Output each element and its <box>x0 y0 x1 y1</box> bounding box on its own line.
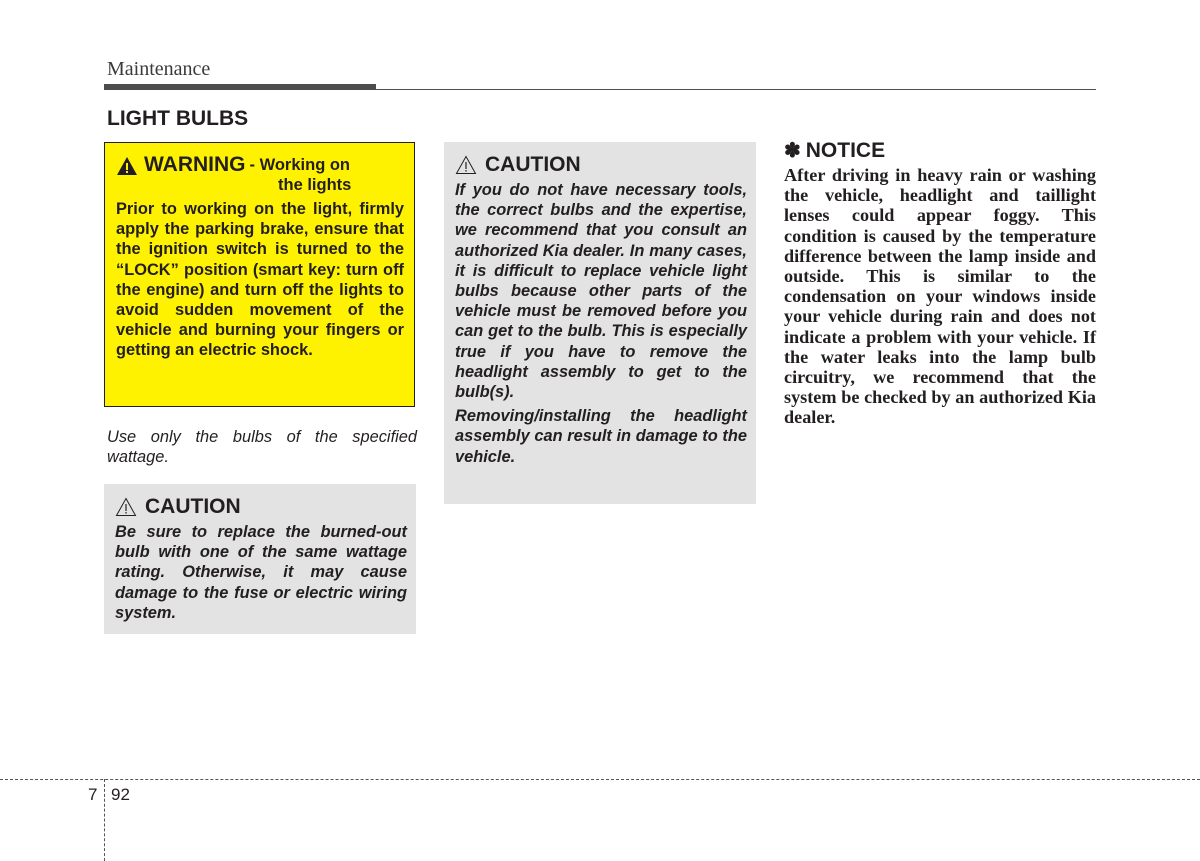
notice-asterisk-icon: ✽ <box>784 140 801 162</box>
chapter-number: 7 <box>88 785 98 804</box>
caution-label: CAUTION <box>485 153 581 176</box>
caution-body-1: If you do not have necessary tools, the correct bulbs and the expertise, we recommend that you consult an authorized Kia dealer. In many cases, it is difficult to replace vehicle light bulbs because other parts of the vehicle must be removed before you can get to the bulb. This is especially true if you have to remove the headlight assembly to get to the bulb(s). <box>455 181 747 402</box>
header-rule-thick <box>104 84 376 90</box>
page-title: LIGHT BULBS <box>107 107 249 130</box>
warning-subtitle-line1: - Working on <box>249 156 351 174</box>
warning-subtitle-line2: the lights <box>278 176 352 194</box>
notice-section <box>784 138 1096 428</box>
caution-label: CAUTION <box>145 495 241 518</box>
notice-label: NOTICE <box>805 139 886 162</box>
footer-vertical-divider <box>104 779 105 861</box>
wattage-note: Use only the bulbs of the specified wattage. <box>107 428 417 467</box>
warning-body: Prior to working on the light, firmly apply the parking brake, ensure that the ignition switch is turned to the “LOCK” position (smart key: turn off the engine) and turn off the lights to avoid sudden movement of the vehicle and burning your fingers or getting an electric shock. <box>116 200 404 360</box>
warning-header <box>116 153 404 177</box>
caution-triangle-icon <box>455 155 477 175</box>
notice-header <box>784 138 1096 164</box>
caution-box-bulb <box>104 484 416 634</box>
caution-box-tools <box>444 142 756 504</box>
header-section-label: Maintenance <box>107 58 211 80</box>
page-number: 92 <box>111 785 130 804</box>
caution-triangle-icon <box>115 497 137 517</box>
footer-divider <box>0 779 1200 780</box>
caution-header <box>455 152 747 178</box>
warning-box <box>104 142 415 407</box>
warning-label: WARNING <box>144 153 246 176</box>
notice-body: After driving in heavy rain or washing the vehicle, headlight and taillight lenses could appear foggy. This condition is caused by the temperature difference between the lamp inside and outside. This is similar to the condensation on your windows inside your vehicle during rain and does not indicate a problem with your vehicle. If the water leaks into the lamp bulb circuitry, we recommend that the system be checked by an authorized Kia dealer. <box>784 165 1096 428</box>
caution-body-2: Removing/installing the headlight assembly can result in damage to the vehicle. <box>455 407 747 466</box>
caution-body: Be sure to replace the burned-out bulb with one of the same wattage rating. Otherwise, it may cause damage to the fuse or electric wiring system. <box>115 523 407 622</box>
warning-triangle-icon <box>116 156 138 176</box>
header-rule-thin <box>376 89 1096 90</box>
caution-header <box>115 494 407 520</box>
